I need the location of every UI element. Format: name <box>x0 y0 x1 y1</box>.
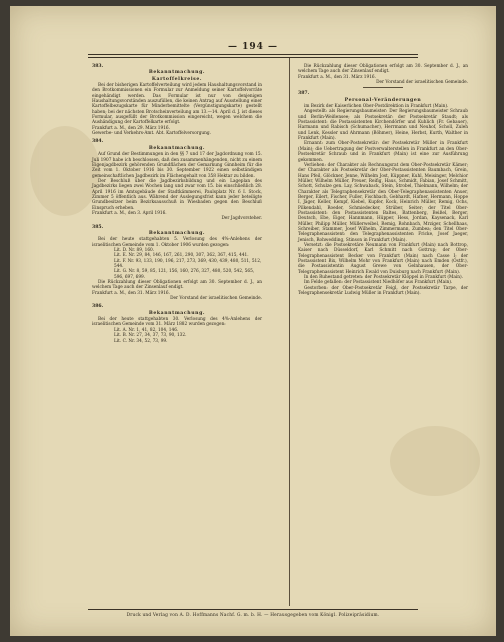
notice-dateline: Frankfurt a. M., den 31. März 1916. <box>92 290 170 296</box>
notice-paragraph: Auf Grund der Bestimmungen in den §§ 7 und 17 der Jagdordnung vom 15. Juli 1907 habe ich beschlossen, daß den zusammenhängenden, nicht zu einem Eigenjagdbezirk gehörenden Grundflächen der Gemarkung Ginnheim für die Zeit vom 1. Oktober 1916 bis 30. September 1922 einen selbständigen gemeinschaftlichen Jagdbezirk im Flächengehalt von 358 Hektar zu bilden. <box>92 152 262 179</box>
notice-list-line: Lit. A. Nr. 1, 41, 82, 104, 146. <box>114 327 179 333</box>
notice-title: Bekanntmachung. <box>148 145 206 151</box>
notice-list-line: Lit. D. Nr. 89, 160. <box>114 248 155 253</box>
notice-paragraph: Bei der bisherigen Kartoffelverteilung wird jedem Haushaltungsvorstand in den Brotkommissionen ein Formular zur Anmeldung seiner Kartoffelvorräte eingehändigt werden. Das Formular ist nur von denjenigen Haushaltungsvorständen auszufüllen, die keinen Antrag auf Ausstellung einer Kartoffelbezugskarte für Minderbemittelte (Vergünstigungskarte) gestellt haben; bei der nächsten Brotscheinverteilung am 13.—14. April d. J. ist dieses Formular, ausgefüllt der Brotkommission eingereicht, wegen welchem die Aushändigung der Kartoffelkarte erfolgt. <box>92 83 262 126</box>
notice-signature: Der Vorstand der israelitischen Gemeinde. <box>376 80 468 86</box>
notice-title: Bekanntmachung. <box>148 230 206 236</box>
notice-dateline: Frankfurt a. M., den 31. März 1916. <box>298 74 376 80</box>
notice-paragraph: Gestorben: der Ober-Postsekretär Feigl, der Postsekretär Tarpe, der Telegraphensekretär Ludwig Müller in Frankfurt (Main). <box>298 285 468 297</box>
notice-list-line: Lit. G. Nr. 8, 59, 85, 121, 156, 160, 276, 327, 480, 520, 542, 565, 596, 697, 699. <box>114 269 255 280</box>
notice-paragraph: Angestellt: als Regierungsbaumeister: Der Regierungsbaumeister Schraub und Berlin-Weißensee; als Postsekretär: der Postsekretär Staudt; als Postassistent: die Postassistenten Kirchendörfer und Kuhlich (Fr. Gebauer), Harmann und Rabisch (Schumacher), Herrmann und Neuhof, Scholl, Zuleh und Lenk, Kessler und Ahrmann (Böhmer), Heine, Herbst, Kurth, Walther in Frankfurt (Main). <box>298 109 468 142</box>
notice-number: 386. <box>92 304 104 310</box>
left-column <box>92 64 262 344</box>
separator-rule <box>363 87 403 88</box>
notice-title: Kartoffelkreise. <box>151 76 203 82</box>
notice-list-line: Lit. B. Nr. 27, 34, 37, 73, 90, 132. <box>114 333 187 339</box>
notice-paragraph: Bei der heute stattgehabten 30. Verlosung des 4%-Anlehens der israelitischen Gemeinde vom 31. März 1882 wurden gezogen: <box>92 317 262 328</box>
notice-number: 387. <box>298 91 310 97</box>
notice-signature: Der Jagdvorsteher. <box>221 216 262 222</box>
notice-number: 384. <box>92 139 104 145</box>
notice-list-line: Lit. F. Nr. 93, 133, 190, 196, 217, 273, 369, 430, 439, 480, 511, 512, 544. <box>114 258 262 270</box>
notice-paragraph: In den Ruhestand getreten: der Postsekretär Klöppel in Frankfurt (Main). <box>304 275 464 281</box>
footer-imprint: Druck und Verlag von A. D. Hoffmanns Nachf. G. m. b. H. — Herausgegeben vom Königl. Polizeipräsidium. <box>126 613 380 618</box>
header-rule-top <box>88 54 418 55</box>
right-column <box>298 64 468 296</box>
page-number: — 194 — <box>227 42 279 52</box>
notice-number: 383. <box>92 64 104 69</box>
notice-paragraph: Versetzt: die Postsekretäre Neumann von Frankfurt (Main) nach Bottrop, Kaiser nach Düsseldorf, Karl Schmitt nach Gottrup; der Ober-Telegraphenassistent Becker von Frankfurt (Main) nach Casse I; der Postassistent Bix, Wilhelm Mohr von Frankfurt (Main) nach Emden (Ostfr.), die Postassistentin August Grewe von Gelnhausen, der Ober-Telegraphenassistent Heinrich Ewald von Duisburg nach Frankfurt (Main). <box>298 243 468 275</box>
notice-paragraph: Ernannt: zum Ober-Postsekretär: der Postsekretär Müller in Frankfurt (Main); die Uebertragung der Postverwalterstellen in Frankfurt an den Ober-Postsekretär Schraub und in Frankfurt (Main) ist eine zur Ausführung gekommen. <box>298 141 468 163</box>
notice-paragraph: Im Felde gefallen: der Postassistent Niedhöfer aus Frankfurt (Main). <box>304 280 453 286</box>
document-page <box>10 6 496 636</box>
paper-stain <box>390 426 480 496</box>
notice-paragraph: Die Rückzahlung dieser Obligationen erfolgt am 30. September d. J., an welchem Tage auch der Zinsenlauf endigt. <box>298 64 468 75</box>
footer-rule <box>88 609 418 610</box>
notice-paragraph: Der Beschluß über die Jagdbezirksbildung und ein Lageplan des Jagdbezirks liegen zwei Wochen lang und zwar vom 15. bis einschließlich 28. April 1916 im Amtsgebäude der Stadtkämmerei, Paulsplatz Nr. 6 I. Stock, Zimmer 5 öffentlich aus. Während der Auslegungsfrist kann jeder beteiligte Grundbesitzer beim Bezirksausschuß in Wiesbaden gegen den Beschluß Einspruch erheben. <box>92 178 262 211</box>
header-rule-bottom <box>88 57 418 58</box>
paper-stain <box>30 126 100 216</box>
notice-title: Bekanntmachung. <box>148 310 206 316</box>
notice-title: Bekanntmachung. <box>148 70 206 76</box>
notice-dateline: Frankfurt a. M., den 29. März 1916. <box>92 125 170 131</box>
notice-number: 385. <box>92 224 104 230</box>
notice-title: Personal-Veränderungen <box>344 97 422 103</box>
column-divider <box>289 58 290 606</box>
notice-paragraph: im Bezirk der Kaiserlichen Ober-Postdirektion in Frankfurt (Main). <box>304 104 449 110</box>
notice-paragraph: Bei der heute stattgehabten 5. Verlosung des 4%-Anlehens der israelitischen Gemeinde vom 1. Oktober 1906 wurden gezogen: <box>92 237 262 248</box>
notice-paragraph: Verliehen: der Charakter als Rechnungsrat dem Ober-Postsekretär Kämer; der Charakter als Postsekretär der Ober-Postassistenten Baumbach, Grein, Hans Pfeil, Glöckner, Jenne, Wilhelm Jost, Küppner, Kuhl, Meisinger, Melchior Müller, Wilhelm Müller, Preuer, Reifig, Haus, Schmidt, Fabian, Josef Schmitt, Schott, Schulze gen. Lay, Schwaback, Stein, Strobel, Thielmann, Wilhelm; der Charakter als Telegraphensekretär den Ober-Telegraphenassistenten Anuer, Berger, Eilert, Fischer, Fuller, Fischbach, Gebhardt, Hafner, Hermann, Hoppe I, Jäger, Keller, Kempf, Kiebel, Kupfer, Kock, Heinrich Müller, Remig, Ochs, Pilkendahl, Roeder, Schmiedecker, Strüber, Seiter; der Titel Ober-Postassistent: den Postassistenten Baltes, Battenberg, Beißel, Berger, Deutsch, Ebe, Eiger, Hannmann, Hüpper, Hess, Jordan, Kaysenack, Karl Müller, Philipp Müller, Müllerweibel, Remig, Rohnbach, Mrziger, Schellhaas, Schreiber, Stammer, Josef Wilhelm, Zimmermann, Zumbea; den Titel Ober-Telegraphenassistent: den Telegraphenassistenten Fricke, Josef Jaeger, Jenisch, Rohwedding, Stinson in Frankfurt (Main). <box>298 162 468 243</box>
notice-paragraph: Die Rückzahlung dieser Obligationen erfolgt am 30. September d. J., an welchem Tage auch der Zinsenlauf endigt. <box>92 280 262 291</box>
notice-dateline: Frankfurt a. M., den 3. April 1916. <box>92 210 167 216</box>
notice-dateline: Gewerbe- und Verkehrs-Amt. Abt. Kartoffelversorgung. <box>92 131 211 137</box>
notice-list-line: Lit. E. Nr. 29, 84, 146, 167, 261, 290, 307, 362, 367, 415, 441. <box>114 253 249 259</box>
notice-list-line: Lit. C. Nr. 34, 52, 73, 99. <box>114 338 168 344</box>
notice-signature: Der Vorstand der israelitischen Gemeinde. <box>170 296 262 302</box>
